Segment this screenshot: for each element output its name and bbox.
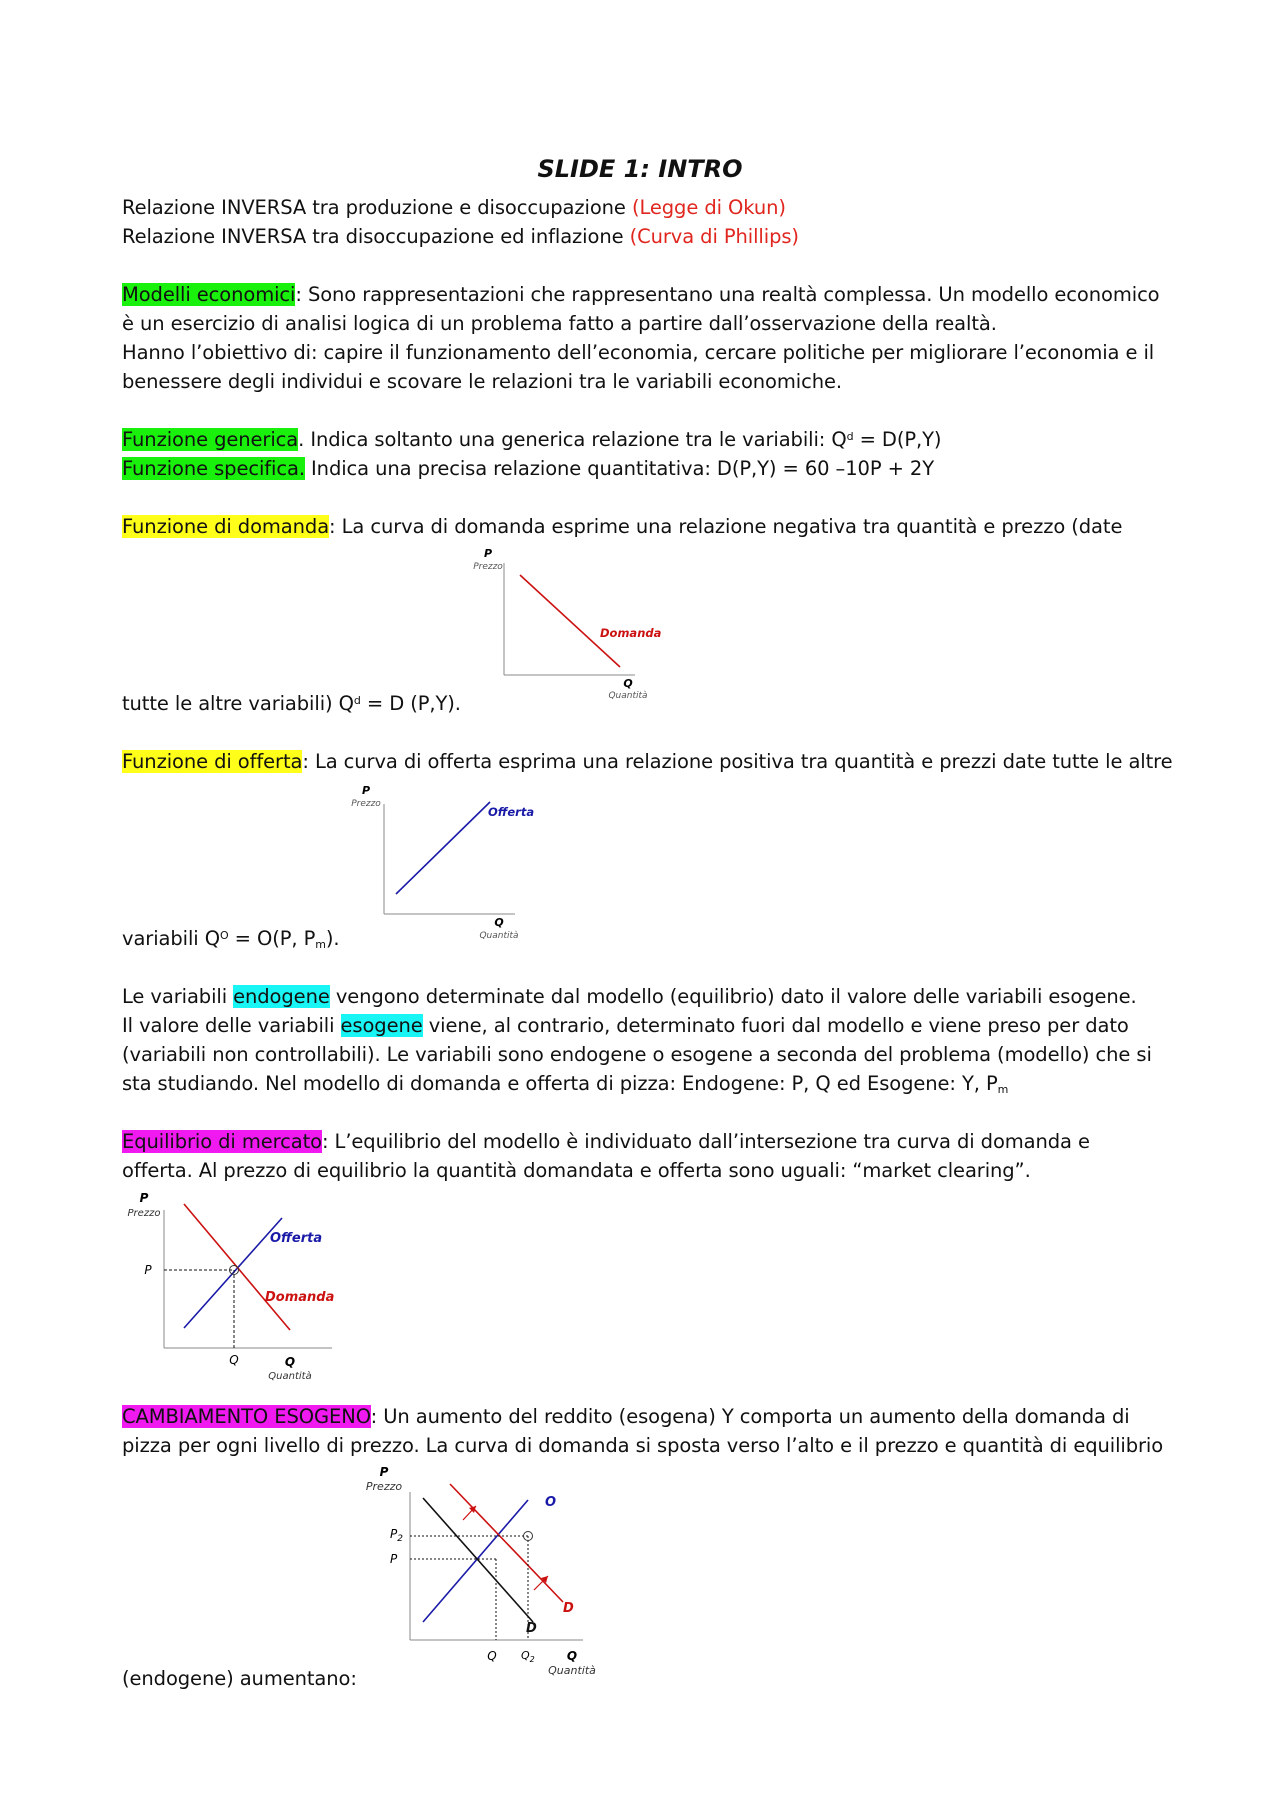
page-title: SLIDE 1: INTRO <box>537 155 743 183</box>
offerta-text-1: : La curva di offerta esprima una relazione positiva tra quantità e prezzi date tutte le altre <box>302 750 1173 773</box>
demand-curve-label: Domanda <box>600 626 662 640</box>
eq-demand-label: Domanda <box>265 1290 335 1305</box>
variabili-text-1a: Le variabili <box>122 985 234 1008</box>
intro-line-phillips <box>122 222 799 251</box>
okun-text: Relazione INVERSA tra produzione e disoccupazione <box>122 196 632 219</box>
variabili-sub: m <box>997 1083 1009 1096</box>
equilibrio-line-1 <box>122 1127 1090 1156</box>
shift-graph-prezzo-label: Prezzo <box>365 1480 403 1493</box>
shift-new-d-label: D <box>563 1601 574 1616</box>
eq-supply-curve <box>184 1218 282 1328</box>
funzione-generica-line <box>122 425 941 454</box>
offerta-line-2 <box>122 924 339 953</box>
modelli-text-1: : Sono rappresentazioni che rappresentano una realtà complessa. Un modello economico <box>295 283 1160 306</box>
demand-shift-graph <box>358 1462 618 1682</box>
cambiamento-line-3: (endogene) aumentano: <box>122 1667 357 1690</box>
okun-reference: (Legge di Okun) <box>631 196 786 219</box>
supply-graph-q-label: Q <box>494 916 504 929</box>
shift-q-label: Q <box>487 1649 497 1663</box>
cambiamento-line-2: pizza per ogni livello di prezzo. La curva di domanda si sposta verso l’alto e il prezzo e quantità di equilibrio <box>122 1434 1164 1457</box>
demand-graph-prezzo-label: Prezzo <box>473 562 503 572</box>
term-modelli-economici: Modelli economici <box>122 283 296 306</box>
funzione-specifica-line <box>122 454 934 483</box>
shift-graph-p-label: P <box>379 1465 389 1479</box>
offerta-text-2a: variabili Q <box>122 927 220 950</box>
generica-sup: d <box>846 430 854 443</box>
variabili-line-3: (variabili non controllabili). Le variabili sono endogene o esogene a seconda del problema (modello) che si <box>122 1043 1152 1066</box>
equilibrio-text-1: : L’equilibrio del modello è individuato dall’intersezione tra curva di domanda e <box>321 1130 1090 1153</box>
cambiamento-line-1 <box>122 1402 1130 1431</box>
supply-curve-label: Offerta <box>488 805 535 819</box>
generica-tail: = D(P,Y) <box>853 428 942 451</box>
variabili-text-2a: Il valore delle variabili <box>122 1014 341 1037</box>
cambiamento-text-1: : Un aumento del reddito (esogena) Y comporta un aumento della domanda di <box>370 1405 1130 1428</box>
supply-curve <box>396 802 490 894</box>
shift-o-label: O <box>545 1495 557 1510</box>
domanda-line-1 <box>122 512 1122 541</box>
shift-p2-label: $P_2$ <box>390 1527 403 1544</box>
shift-p-label: P <box>390 1552 398 1566</box>
domanda-line-2 <box>122 689 461 718</box>
modelli-line-3: Hanno l’obiettivo di: capire il funzionamento dell’economia, cercare politiche per migliorare l’economia e il <box>122 341 1155 364</box>
domanda-text-1: : La curva di domanda esprime una relazione negativa tra quantità e prezzo (date <box>329 515 1123 538</box>
eq-price-label: P <box>144 1263 152 1277</box>
offerta-sub: m <box>315 938 326 951</box>
demand-graph-q-label: Q <box>623 677 633 690</box>
specifica-text: Indica una precisa relazione quantitativa: D(P,Y) = 60 –10P + 2Y <box>304 457 935 480</box>
eq-supply-label: Offerta <box>270 1231 323 1246</box>
offerta-text-2b: = O(P, P <box>228 927 316 950</box>
term-funzione-generica: Funzione generica <box>122 428 299 451</box>
term-funzione-domanda: Funzione di domanda <box>122 515 330 538</box>
variabili-text-2b: viene, al contrario, determinato fuori dal modello e viene preso per dato <box>422 1014 1129 1037</box>
demand-graph <box>460 545 680 705</box>
supply-graph-prezzo-label: Prezzo <box>351 799 381 809</box>
term-cambiamento-esogeno: CAMBIAMENTO ESOGENO <box>122 1405 371 1428</box>
eq-graph-quantita-label: Quantità <box>268 1371 312 1382</box>
term-endogene: endogene <box>233 985 330 1008</box>
modelli-line-2: è un esercizio di analisi logica di un problema fatto a partire dall’osservazione della realtà. <box>122 312 997 335</box>
term-esogene: esogene <box>340 1014 423 1037</box>
intro-line-okun <box>122 193 786 222</box>
phillips-reference: (Curva di Phillips) <box>629 225 799 248</box>
term-funzione-offerta: Funzione di offerta <box>122 750 303 773</box>
modelli-line-1 <box>122 280 1160 309</box>
supply-graph <box>340 782 560 947</box>
offerta-text-2c: ). <box>325 927 340 950</box>
demand-graph-p-label: P <box>483 547 493 560</box>
shift-q2-label: $Q_2$ <box>521 1649 535 1664</box>
domanda-text-2a: tutte le altre variabili) Q <box>122 692 354 715</box>
supply-graph-quantita-label: Quantità <box>479 931 519 941</box>
phillips-text: Relazione INVERSA tra disoccupazione ed inflazione <box>122 225 630 248</box>
domanda-sup: d <box>353 694 361 707</box>
shift-supply-curve <box>423 1500 528 1622</box>
shift-graph-q-label: Q <box>566 1649 578 1663</box>
shift-graph-quantita-label: Quantità <box>548 1664 596 1677</box>
eq-graph-prezzo-label: Prezzo <box>127 1208 161 1219</box>
eq-quantity-label: Q <box>229 1353 239 1367</box>
variabili-line-1 <box>122 982 1137 1011</box>
term-funzione-specifica: Funzione specifica. <box>122 457 305 480</box>
demand-curve <box>520 575 620 667</box>
variabili-text-4a: sta studiando. Nel modello di domanda e offerta di pizza: Endogene: P, Q ed Esogene: Y, P <box>122 1072 998 1095</box>
supply-graph-p-label: P <box>361 784 371 797</box>
eq-graph-q-label: Q <box>284 1355 296 1369</box>
modelli-line-4: benessere degli individui e scovare le relazioni tra le variabili economiche. <box>122 370 842 393</box>
offerta-sup: O <box>219 929 229 942</box>
variabili-line-4 <box>122 1069 1008 1098</box>
variabili-line-2 <box>122 1011 1129 1040</box>
demand-graph-quantita-label: Quantità <box>608 691 648 701</box>
equilibrio-line-2: offerta. Al prezzo di equilibrio la quantità domandata e offerta sono uguali: “market clearing”. <box>122 1159 1031 1182</box>
variabili-text-1b: vengono determinate dal modello (equilibrio) dato il valore delle variabili esogene. <box>329 985 1137 1008</box>
eq-graph-p-label: P <box>139 1191 149 1205</box>
offerta-line-1 <box>122 747 1173 776</box>
shift-d-label: D <box>526 1621 537 1636</box>
domanda-text-2b: = D (P,Y). <box>360 692 461 715</box>
generica-text: . Indica soltanto una generica relazione tra le variabili: Q <box>298 428 847 451</box>
equilibrium-graph <box>122 1190 362 1390</box>
term-equilibrio-mercato: Equilibrio di mercato <box>122 1130 322 1153</box>
